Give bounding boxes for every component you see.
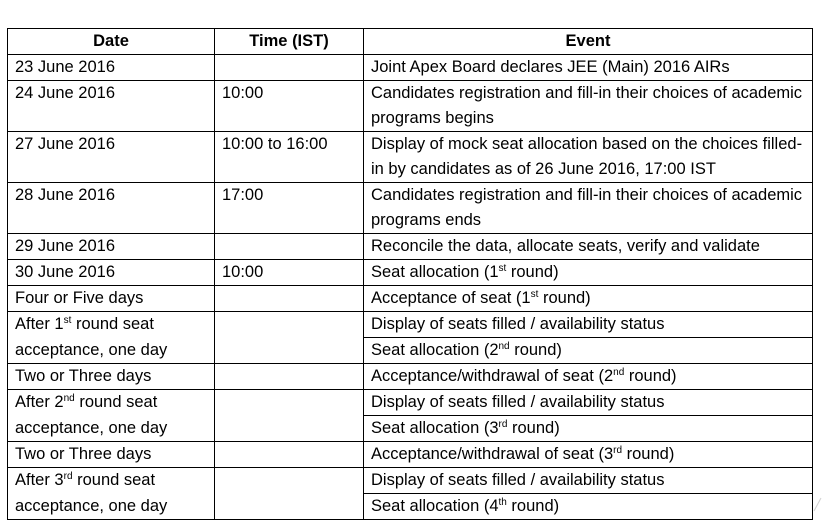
time-cell xyxy=(215,416,364,442)
time-cell: 10:00 xyxy=(215,81,364,132)
date-cell: Four or Five days xyxy=(8,286,215,312)
ordinal-suffix: nd xyxy=(63,393,75,404)
table-row xyxy=(8,286,813,312)
ordinal-suffix: nd xyxy=(613,367,625,378)
time-cell xyxy=(215,286,364,312)
time-cell xyxy=(215,338,364,364)
ordinal-suffix: rd xyxy=(498,419,508,430)
header-date: Date xyxy=(8,29,215,55)
date-cell: acceptance, one day xyxy=(8,416,215,442)
header-row xyxy=(8,29,813,55)
ordinal-suffix: nd xyxy=(498,341,510,352)
table-row xyxy=(8,81,813,132)
event-cell: Joint Apex Board declares JEE (Main) 2016 AIRs xyxy=(364,55,813,81)
time-cell xyxy=(215,468,364,494)
time-cell xyxy=(215,55,364,81)
time-cell: 10:00 xyxy=(215,260,364,286)
event-cell: Display of seats filled / availability status xyxy=(364,390,813,416)
ordinal-suffix: rd xyxy=(613,445,623,456)
ordinal-suffix: st xyxy=(498,263,507,274)
event-cell xyxy=(364,260,813,286)
date-cell: 23 June 2016 xyxy=(8,55,215,81)
table-row xyxy=(8,260,813,286)
event-cell xyxy=(364,286,813,312)
date-cell: 30 June 2016 xyxy=(8,260,215,286)
date-cell: 29 June 2016 xyxy=(8,234,215,260)
table-row xyxy=(8,312,813,338)
date-cell: acceptance, one day xyxy=(8,494,215,520)
event-text-end: round) xyxy=(506,263,559,281)
date-cell: acceptance, one day xyxy=(8,338,215,364)
table-row xyxy=(8,494,813,520)
table-row xyxy=(8,183,813,234)
time-cell xyxy=(215,390,364,416)
event-cell: Candidates registration and fill-in their choices of academic programs begins xyxy=(364,81,813,132)
date-cell: Two or Three days xyxy=(8,364,215,390)
event-cell: Candidates registration and fill-in their choices of academic programs ends xyxy=(364,183,813,234)
table-row xyxy=(8,390,813,416)
table-row xyxy=(8,338,813,364)
schedule-table xyxy=(7,28,813,520)
time-cell xyxy=(215,494,364,520)
date-cell xyxy=(8,390,215,416)
table-header xyxy=(8,29,813,55)
event-cell: Display of seats filled / availability status xyxy=(364,468,813,494)
table-row xyxy=(8,55,813,81)
table-body xyxy=(8,55,813,520)
time-cell: 10:00 to 16:00 xyxy=(215,132,364,183)
event-text-end: round) xyxy=(624,367,677,385)
event-text: Acceptance/withdrawal of seat (2 xyxy=(371,367,614,385)
table-row xyxy=(8,132,813,183)
event-text-end: round) xyxy=(509,341,562,359)
time-cell xyxy=(215,442,364,468)
date-text: After 2 xyxy=(15,393,64,411)
event-cell: Display of seats filled / availability status xyxy=(364,312,813,338)
header-time: Time (IST) xyxy=(215,29,364,55)
ordinal-suffix: st xyxy=(530,289,539,300)
event-text: Acceptance/withdrawal of seat (3 xyxy=(371,445,614,463)
date-cell xyxy=(8,468,215,494)
date-cell: 28 June 2016 xyxy=(8,183,215,234)
table-row xyxy=(8,234,813,260)
time-cell xyxy=(215,234,364,260)
event-text-end: round) xyxy=(507,419,560,437)
time-cell xyxy=(215,364,364,390)
ordinal-suffix: th xyxy=(498,497,507,508)
event-text: Seat allocation (4 xyxy=(371,497,499,515)
table-row xyxy=(8,364,813,390)
event-cell: Display of mock seat allocation based on the choices filled-in by candidates as of 26 June 2016, 17:00 IST xyxy=(364,132,813,183)
event-cell xyxy=(364,338,813,364)
event-cell: Reconcile the data, allocate seats, verify and validate xyxy=(364,234,813,260)
event-text: Seat allocation (2 xyxy=(371,341,499,359)
event-cell xyxy=(364,442,813,468)
date-text: After 3 xyxy=(15,471,64,489)
date-cell xyxy=(8,312,215,338)
event-text: Seat allocation (3 xyxy=(371,419,499,437)
time-cell: 17:00 xyxy=(215,183,364,234)
event-text: Seat allocation (1 xyxy=(371,263,499,281)
date-text: After 1 xyxy=(15,315,64,333)
event-cell xyxy=(364,416,813,442)
table-row xyxy=(8,442,813,468)
event-text-end: round) xyxy=(622,445,675,463)
ordinal-suffix: rd xyxy=(63,471,73,482)
date-text-end: round seat xyxy=(74,393,158,411)
header-event: Event xyxy=(364,29,813,55)
event-text-end: round) xyxy=(506,497,560,515)
time-cell xyxy=(215,312,364,338)
event-text-end: round) xyxy=(538,289,591,307)
date-text-end: round seat xyxy=(72,471,156,489)
event-cell xyxy=(364,494,813,520)
table-row xyxy=(8,416,813,442)
event-text: Acceptance of seat (1 xyxy=(371,289,531,307)
date-text-end: round seat xyxy=(71,315,154,333)
date-cell: 27 June 2016 xyxy=(8,132,215,183)
date-cell: Two or Three days xyxy=(8,442,215,468)
date-cell: 24 June 2016 xyxy=(8,81,215,132)
page-fold-mark xyxy=(812,492,822,512)
ordinal-suffix: st xyxy=(63,315,72,326)
table-row xyxy=(8,468,813,494)
event-cell xyxy=(364,364,813,390)
